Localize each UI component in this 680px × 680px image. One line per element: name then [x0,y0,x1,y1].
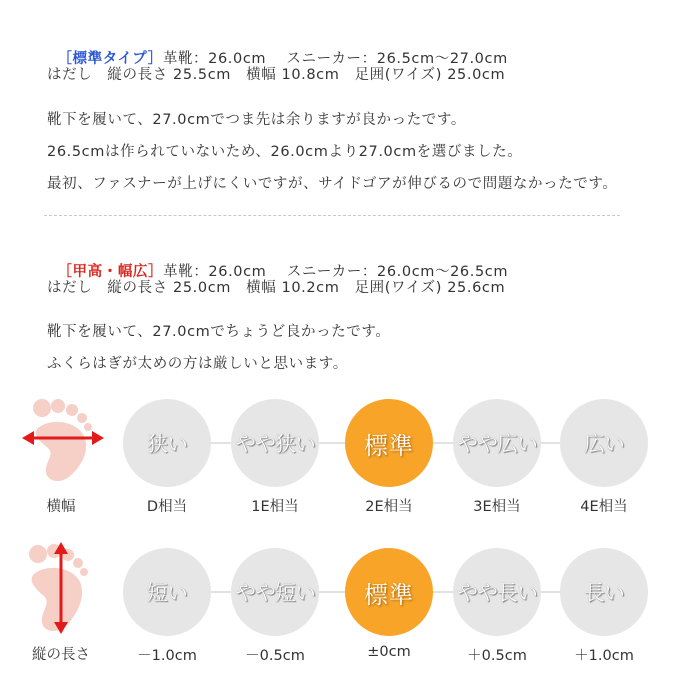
width-step-standard: 標準 [345,399,433,487]
width-caption-1e: 1E相当 [251,499,299,515]
width-caption-d: D相当 [146,499,188,515]
length-caption-zero: ±0cm [367,644,411,660]
standard-shoe-sizes: 革靴：26.0cm スニーカー：26.5cm〜27.0cm [162,51,508,67]
wide-type-tag: ［甲高・幅広］ [57,264,164,280]
length-step-short: 短い [123,548,211,636]
length-step-standard: 標準 [345,548,433,636]
wide-shoe-sizes: 革靴：26.0cm スニーカー：26.0cm〜26.5cm [163,264,509,280]
width-step-slightly-narrow: やや狭い [231,399,319,487]
foot-length-icon [24,540,96,636]
wide-comment-1: 靴下を履いて、27.0cmでちょうど良かったです。 [47,324,391,340]
foot-width-icon [20,396,106,484]
width-caption-3e: 3E相当 [473,499,521,515]
length-caption-minus-1: －1.0cm [137,648,197,664]
width-step-slightly-wide: やや広い [453,399,541,487]
standard-comment-2: 26.5cmは作られていないため、26.0cmより27.0cmを選びました。 [47,144,523,160]
length-caption-plus-05: ＋0.5cm [467,648,527,664]
width-caption-4e: 4E相当 [580,499,628,515]
length-caption-plus-1: ＋1.0cm [574,648,634,664]
width-scale-label: 横幅 [46,499,76,515]
standard-type-tag: ［標準タイプ］ [57,51,163,67]
length-step-slightly-long: やや長い [453,548,541,636]
width-step-wide: 広い [560,399,648,487]
length-scale-label: 縦の長さ [32,647,90,663]
width-caption-2e: 2E相当 [365,499,413,515]
dashed-divider [44,215,620,216]
length-step-slightly-short: やや短い [231,548,319,636]
wide-barefoot-line: はだし 縦の長さ 25.0cm 横幅 10.2cm 足囲(ワイズ) 25.6cm [47,280,506,296]
length-step-long: 長い [560,548,648,636]
standard-barefoot-line: はだし 縦の長さ 25.5cm 横幅 10.8cm 足囲(ワイズ) 25.0cm [47,67,506,83]
length-caption-minus-05: －0.5cm [245,648,305,664]
width-step-narrow: 狭い [123,399,211,487]
wide-comment-2: ふくらはぎが太めの方は厳しいと思います。 [47,356,348,372]
standard-comment-3: 最初、ファスナーが上げにくいですが、サイドゴアが伸びるので問題なかったです。 [47,176,618,192]
standard-comment-1: 靴下を履いて、27.0cmでつま先は余りますが良かったです。 [47,112,466,128]
